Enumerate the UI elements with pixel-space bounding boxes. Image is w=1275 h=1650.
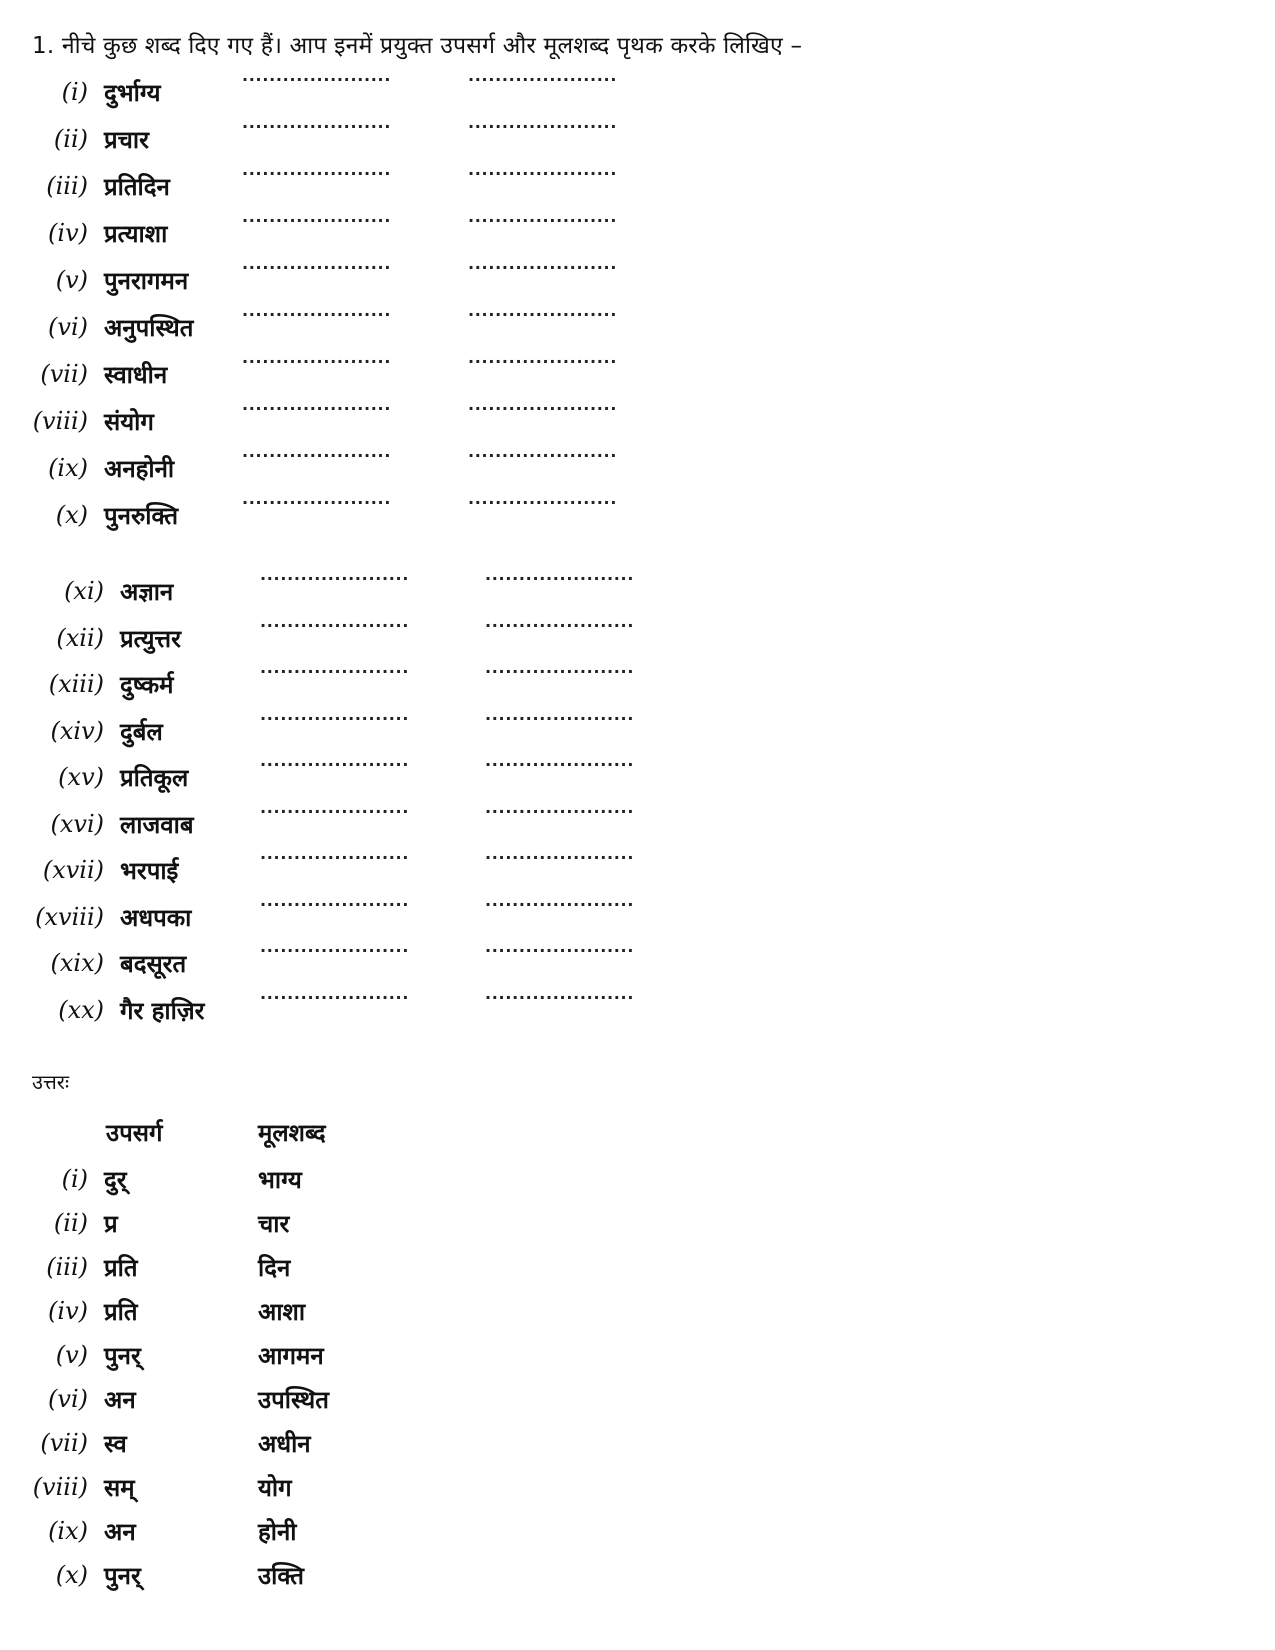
item-word: प्रतिदिन: [104, 173, 170, 201]
item-word: अधपका: [120, 903, 192, 932]
answer-number: (vii): [40, 1429, 88, 1457]
blank-root: ......................: [468, 395, 618, 414]
blank-prefix: ......................: [242, 301, 392, 320]
blank-prefix: ......................: [260, 983, 410, 1003]
blank-prefix: ......................: [242, 254, 392, 273]
item-number: (xiv): [50, 716, 104, 745]
exercise-row: [0, 983, 720, 1036]
answer-prefix: प्रति: [104, 1254, 138, 1282]
blank-root: ......................: [468, 66, 618, 85]
item-word: बदसूरत: [120, 950, 187, 978]
item-number: (v): [55, 266, 88, 294]
question-text: 1. नीचे कुछ शब्द दिए गए हैं। आप इनमें प्रयुक्त उपसर्ग और मूलशब्द पृथक करके लिखिए –: [32, 33, 803, 59]
answer-prefix: प्रति: [104, 1298, 138, 1326]
item-word: लाजवाब: [120, 810, 194, 839]
exercise-row: [0, 442, 700, 494]
answer-number: (iv): [48, 1297, 88, 1325]
answer-root: चार: [258, 1210, 290, 1238]
item-number: (viii): [32, 407, 88, 435]
answer-root: दिन: [258, 1254, 291, 1282]
item-number: (xviii): [35, 902, 104, 931]
item-word: अज्ञान: [120, 578, 174, 606]
blank-prefix: ......................: [260, 844, 410, 863]
answer-number: (i): [61, 1165, 88, 1193]
blank-prefix: ......................: [242, 489, 392, 508]
item-number: (iii): [46, 172, 88, 200]
blank-root: ......................: [468, 160, 618, 179]
answer-prefix: सम्: [104, 1474, 135, 1502]
exercise-row: [0, 254, 700, 306]
answer-header-root: मूलशब्द: [258, 1119, 326, 1147]
blank-prefix: ......................: [260, 937, 410, 956]
blank-prefix: ......................: [242, 348, 392, 367]
blank-root: ......................: [485, 751, 635, 770]
answer-root: उपस्थित: [258, 1386, 329, 1414]
blank-root: ......................: [485, 937, 635, 956]
answer-prefix: दुर्: [104, 1166, 127, 1194]
exercise-row: [0, 207, 700, 259]
blank-prefix: ......................: [260, 565, 410, 584]
item-word: दुर्बल: [120, 717, 163, 746]
blank-root: ......................: [485, 797, 635, 817]
blank-prefix: ......................: [242, 207, 392, 226]
item-number: (i): [61, 78, 88, 106]
blank-root: ......................: [485, 983, 635, 1003]
item-number: (xx): [58, 995, 104, 1024]
item-number: (xvii): [42, 856, 104, 884]
blank-prefix: ......................: [260, 797, 410, 817]
blank-prefix: ......................: [242, 160, 392, 179]
item-number: (vii): [40, 360, 88, 388]
item-number: (xii): [56, 623, 104, 652]
item-word: पुनरागमन: [104, 267, 189, 295]
answer-root: भाग्य: [258, 1166, 302, 1194]
item-word: प्रत्युत्तर: [120, 624, 181, 653]
blank-root: ......................: [485, 704, 635, 724]
blank-root: ......................: [485, 890, 635, 910]
answer-prefix: अन: [104, 1386, 136, 1414]
blank-prefix: ......................: [242, 66, 392, 85]
exercise-row: [0, 160, 700, 212]
answer-row: [0, 1297, 500, 1337]
item-word: दुर्भाग्य: [104, 79, 161, 107]
blank-root: ......................: [468, 207, 618, 226]
item-word: स्वाधीन: [104, 361, 168, 389]
answer-root: उक्ति: [258, 1562, 304, 1590]
blank-prefix: ......................: [260, 658, 410, 677]
answer-row: [0, 1561, 500, 1601]
blank-root: ......................: [468, 301, 618, 320]
blank-root: ......................: [468, 442, 618, 461]
answer-number: (x): [55, 1561, 88, 1589]
blank-root: ......................: [468, 348, 618, 367]
answer-row: [0, 1517, 500, 1557]
exercise-row: [0, 395, 700, 447]
exercise-row: [0, 489, 700, 541]
item-word: अनहोनी: [104, 455, 175, 483]
blank-prefix: ......................: [260, 751, 410, 770]
answer-row: [0, 1429, 500, 1469]
answer-prefix: प्र: [104, 1210, 118, 1238]
item-word: प्रतिकूल: [120, 764, 189, 792]
answer-prefix: पुनर्: [104, 1562, 141, 1590]
item-number: (ix): [48, 454, 88, 482]
blank-root: ......................: [485, 844, 635, 863]
answer-root: अधीन: [258, 1430, 311, 1458]
answer-root: होनी: [258, 1518, 297, 1546]
blank-root: ......................: [485, 658, 635, 677]
item-word: दुष्कर्म: [120, 671, 174, 699]
answer-prefix: पुनर्: [104, 1342, 141, 1370]
answer-root: आशा: [258, 1298, 306, 1326]
blank-root: ......................: [468, 489, 618, 508]
blank-prefix: ......................: [260, 611, 410, 631]
blank-prefix: ......................: [242, 442, 392, 461]
exercise-row: [0, 66, 700, 118]
item-word: भरपाई: [120, 857, 179, 885]
blank-prefix: ......................: [242, 395, 392, 414]
answer-prefix: स्व: [104, 1430, 127, 1458]
item-number: (xix): [50, 949, 104, 977]
exercise-row: [0, 348, 700, 400]
item-number: (xv): [58, 763, 104, 791]
exercise-row: [0, 113, 700, 165]
answer-number: (vi): [48, 1385, 88, 1413]
answer-number: (v): [55, 1341, 88, 1369]
blank-root: ......................: [485, 611, 635, 631]
answer-number: (ii): [53, 1209, 88, 1237]
answer-row: [0, 1253, 500, 1293]
item-number: (xi): [64, 577, 104, 605]
item-word: प्रत्याशा: [104, 220, 168, 248]
answer-root: आगमन: [258, 1342, 324, 1370]
item-number: (ii): [53, 125, 88, 153]
item-word: पुनरुक्ति: [104, 502, 179, 530]
blank-root: ......................: [485, 565, 635, 584]
answer-number: (iii): [46, 1253, 88, 1281]
answer-row: [0, 1341, 500, 1381]
item-number: (x): [55, 501, 88, 529]
answer-row: [0, 1385, 500, 1425]
blank-prefix: ......................: [260, 704, 410, 724]
answer-number: (ix): [48, 1517, 88, 1545]
answer-row: [0, 1165, 500, 1205]
answer-header-prefix: उपसर्ग: [106, 1119, 163, 1147]
blank-root: ......................: [468, 254, 618, 273]
answer-root: योग: [258, 1474, 292, 1502]
item-number: (xiii): [48, 670, 104, 698]
item-number: (xvi): [50, 809, 104, 838]
answer-number: (viii): [32, 1473, 88, 1501]
answer-label: उत्तरः: [32, 1070, 69, 1094]
answer-row: [0, 1473, 500, 1513]
answer-prefix: अन: [104, 1518, 136, 1546]
item-word: प्रचार: [104, 126, 149, 154]
blank-prefix: ......................: [242, 113, 392, 132]
blank-prefix: ......................: [260, 890, 410, 910]
item-number: (vi): [48, 313, 88, 341]
item-word: अनुपस्थित: [104, 314, 194, 342]
item-word: गैर हाज़िर: [120, 996, 205, 1025]
item-word: संयोग: [104, 408, 154, 436]
exercise-row: [0, 301, 700, 353]
blank-root: ......................: [468, 113, 618, 132]
item-number: (iv): [48, 219, 88, 247]
answer-row: [0, 1209, 500, 1249]
